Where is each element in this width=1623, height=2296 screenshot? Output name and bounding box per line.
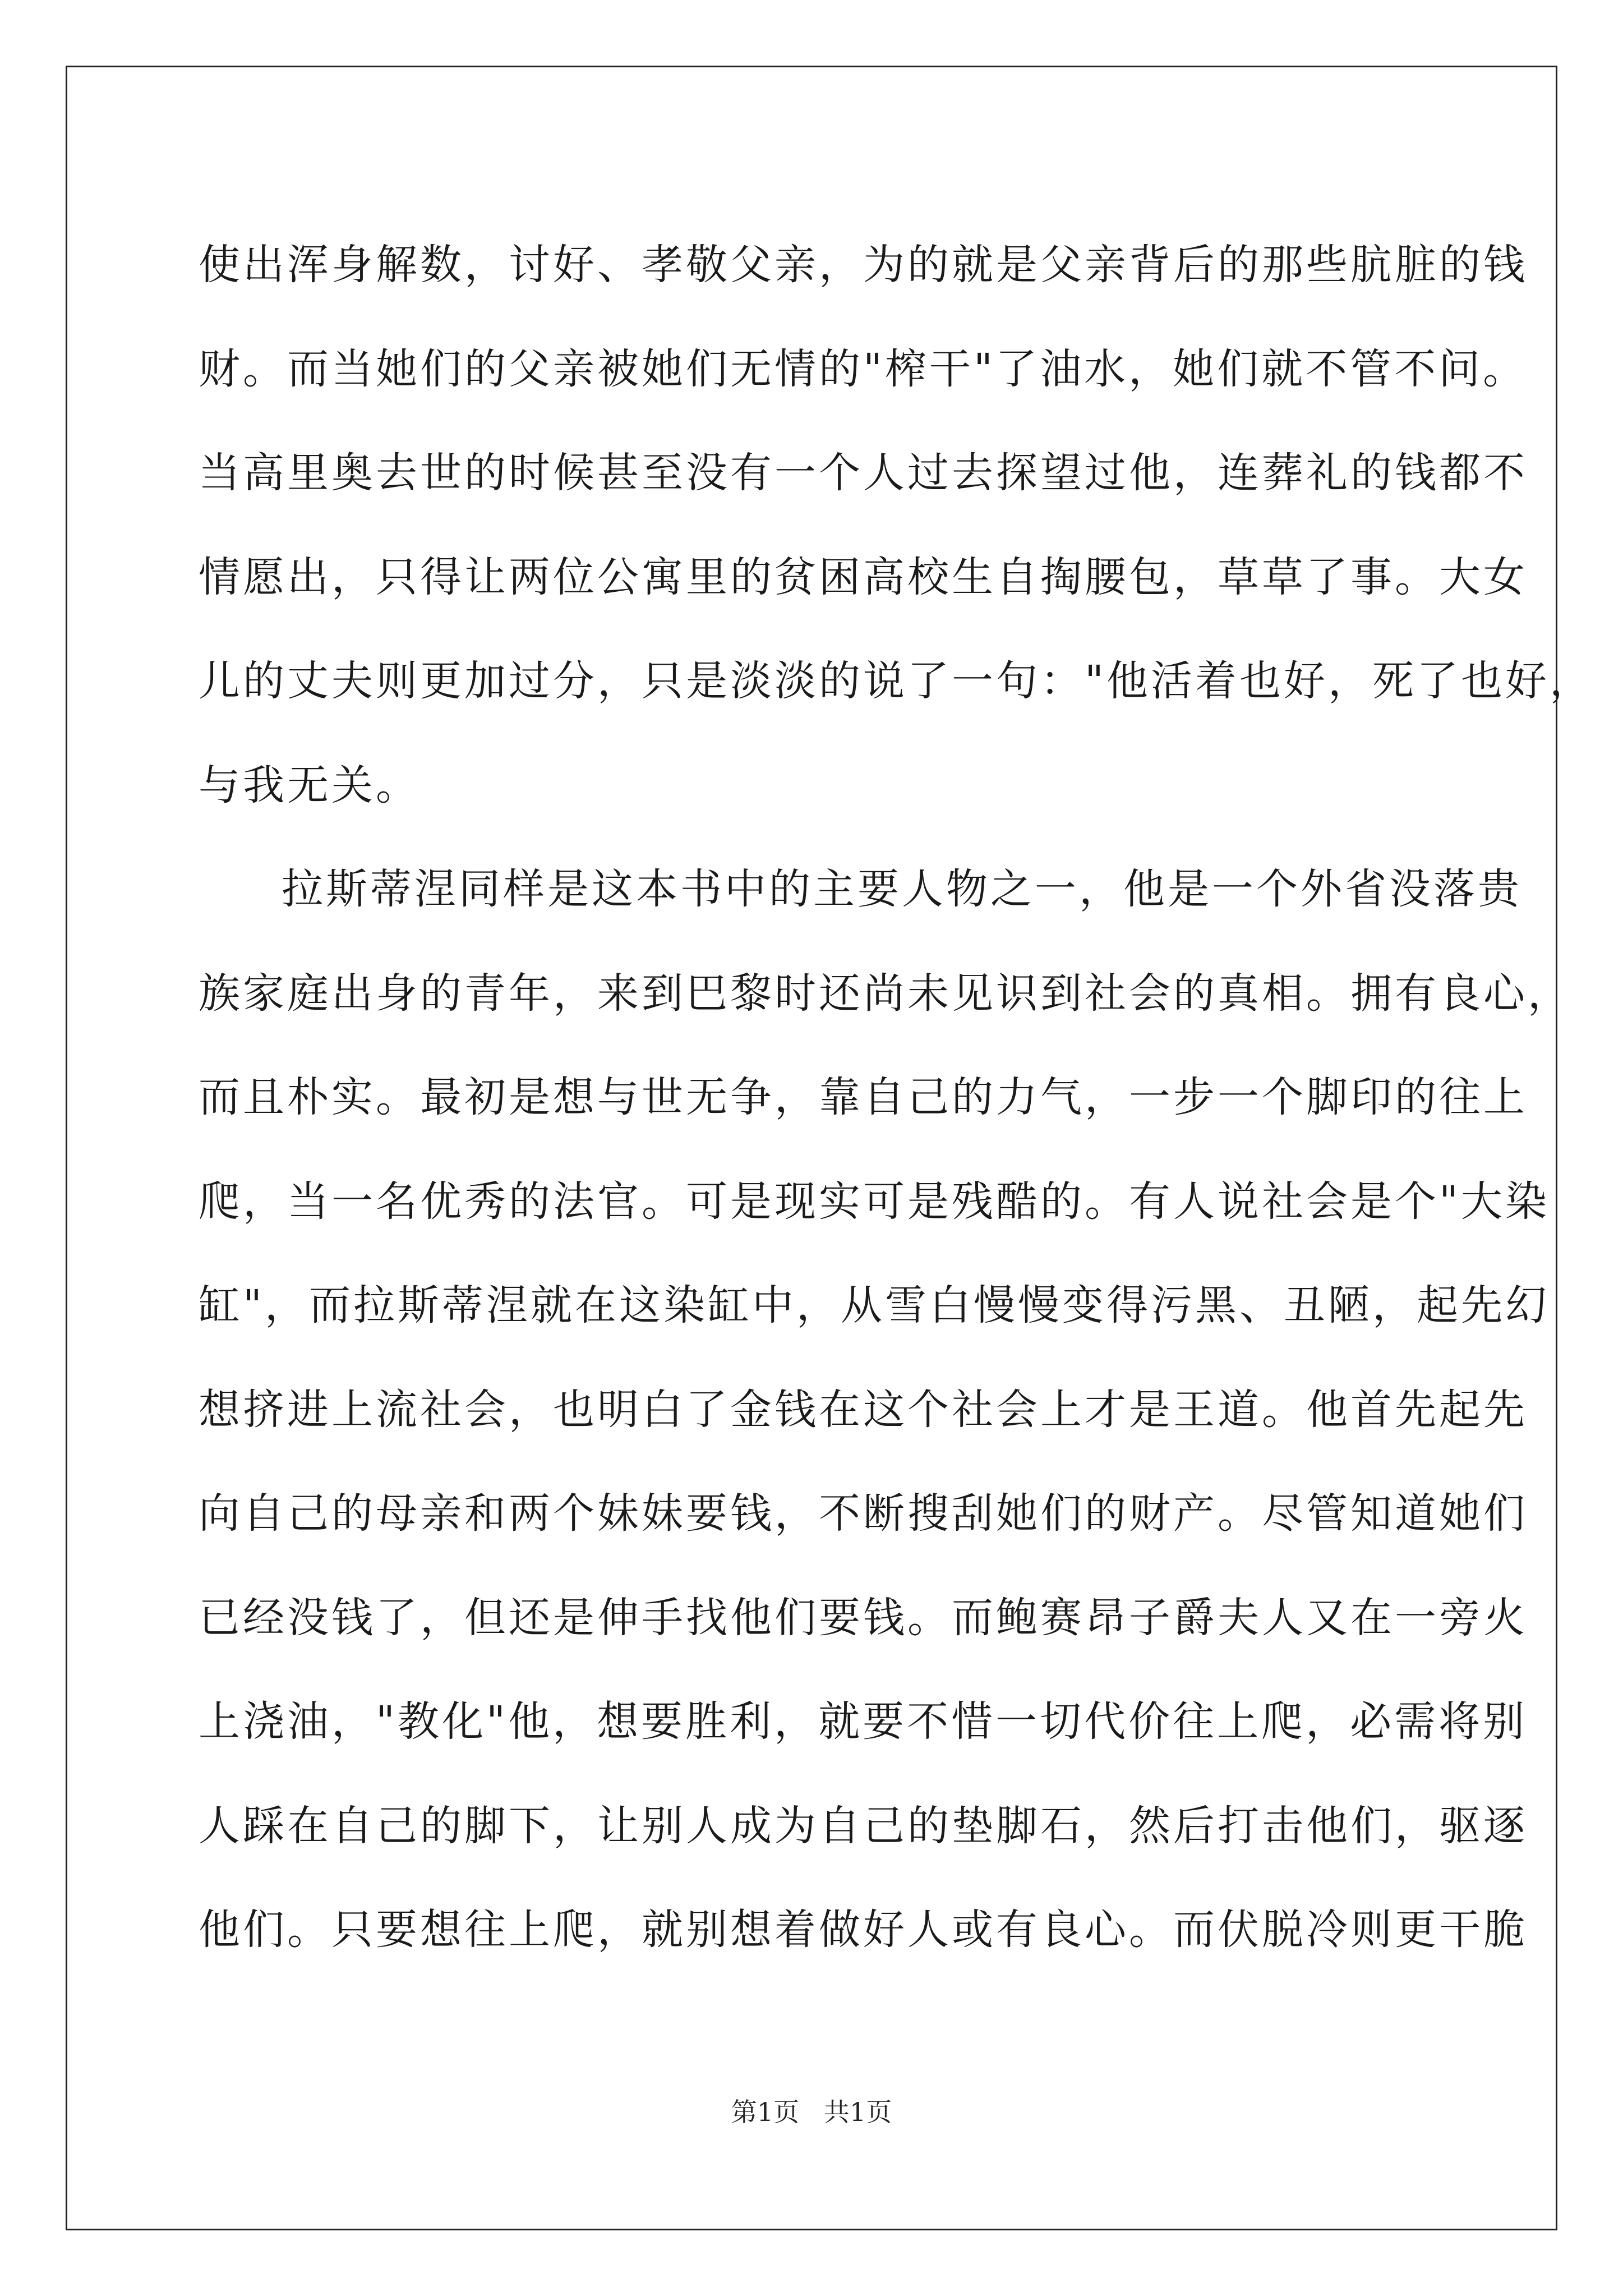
text-line: 当高里奥去世的时候甚至没有一个人过去探望过他，连葬礼的钱都不 (199, 449, 1528, 497)
page-number-footer: 第1页 共1页 (731, 2097, 892, 2127)
text-line: 向自己的母亲和两个妹妹要钱，不断搜刮她们的财产。尽管知道她们 (199, 1489, 1528, 1538)
text-line: 缸"，而拉斯蒂涅就在这染缸中，从雪白慢慢变得污黑、丑陋，起先幻 (199, 1281, 1550, 1329)
text-line: 儿的丈夫则更加过分，只是淡淡的说了一句："他活着也好，死了也好， (199, 657, 1594, 705)
text-line: 而且朴实。最初是想与世无争，靠自己的力气，一步一个脚印的往上 (199, 1073, 1528, 1121)
paragraph-start-line: 拉斯蒂涅同样是这本书中的主要人物之一，他是一个外省没落贵 (282, 865, 1522, 913)
text-line: 爬，当一名优秀的法官。可是现实可是残酷的。有人说社会是个"大染 (199, 1177, 1550, 1226)
text-line: 已经没钱了，但还是伸手找他们要钱。而鲍赛昂子爵夫人又在一旁火 (199, 1593, 1528, 1642)
text-line: 情愿出，只得让两位公寓里的贫困高校生自掏腰包，草草了事。大女 (199, 553, 1528, 601)
text-line: 与我无关。 (199, 761, 420, 809)
text-line: 财。而当她们的父亲被她们无情的"榨干"了油水，她们就不管不问。 (199, 344, 1528, 393)
text-line: 想挤进上流社会，也明白了金钱在这个社会上才是王道。他首先起先 (199, 1385, 1528, 1434)
text-line: 上浇油，"教化"他，想要胜利，就要不惜一切代价往上爬，必需将别 (199, 1697, 1528, 1746)
text-line: 他们。只要想往上爬，就别想着做好人或有良心。而伏脱冷则更干脆 (199, 1906, 1528, 1954)
document-body (199, 213, 1594, 1982)
text-line: 人踩在自己的脚下，让别人成为自己的垫脚石，然后打击他们，驱逐 (199, 1801, 1528, 1850)
text-line: 族家庭出身的青年，来到巴黎时还尚未见识到社会的真相。拥有良心， (199, 969, 1572, 1018)
text-line: 使出浑身解数，讨好、孝敬父亲，为的就是父亲背后的那些肮脏的钱 (199, 241, 1528, 289)
